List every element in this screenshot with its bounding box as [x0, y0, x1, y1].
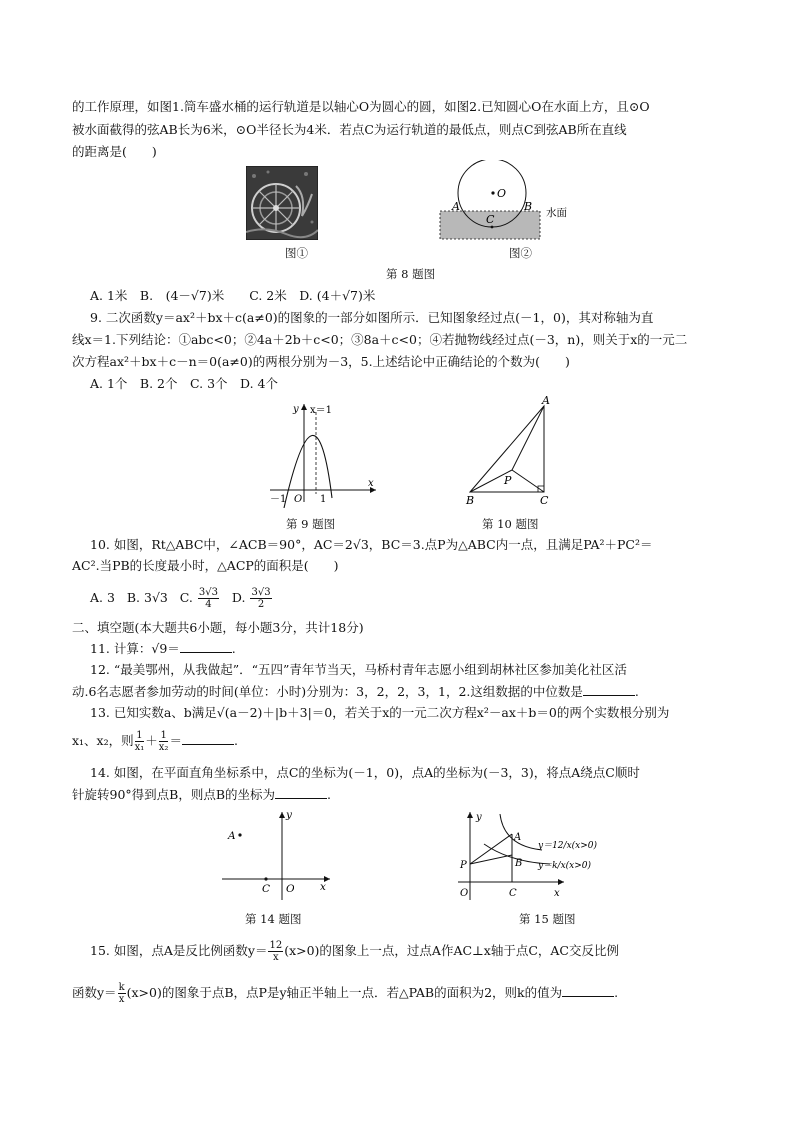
- q14-line-1: 14. 如图，在平面直角坐标系中，点C的坐标为(－1，0)，点A的坐标为(－3，3)，将点A绕点C顺时: [90, 765, 640, 780]
- q10-fig-label-p: P: [504, 474, 512, 487]
- fig2-circle-water-diagram: [432, 160, 582, 244]
- q14-fig-label-a: A: [228, 830, 236, 842]
- q10-line-2: AC².当PB的长度最小时，△ACP的面积是( ): [72, 558, 339, 573]
- q13-fraction-2: $\frac{1}{\text{x₂}}$: [158, 730, 169, 753]
- q13-line-1: 13. 已知实数a、b满足√(a－2)＋|b＋3|＝0，若关于x的一元二次方程x²－ax＋b＝0的两个实数根分别为: [90, 705, 670, 720]
- q15-fig-label-x: x: [554, 888, 560, 899]
- q10-options: [90, 584, 273, 612]
- q9-line-3: 次方程ax²＋bx＋c－n＝0(a≠0)的两根分别为－3，5.上述结论中正确结论的个数为( ): [72, 354, 570, 369]
- q8-line-3: 的距离是( ): [72, 144, 157, 159]
- q15-fig-label-p: P: [460, 860, 467, 871]
- q9-fig-x-label: x: [368, 478, 374, 489]
- q10-option-d-fraction: $\frac{3√3}{2}$: [251, 587, 271, 610]
- section-2-heading: 二、填空题(本大题共6小题，每小题3分，共计18分): [72, 620, 364, 635]
- fig1-caption: 图①: [285, 246, 308, 260]
- q9-line-1: 9. 二次函数y＝ax²＋bx＋c(a≠0)的图象的一部分如图所示．已知图象经过点(－1，0)，其对称轴为直: [90, 310, 654, 325]
- q9-fig-neg1-label: －1: [270, 494, 287, 505]
- q8-line-2: 被水面截得的弦AB长为6米，⊙O半径长为4米．若点C为运行轨道的最低点，则点C到弦AB所在直线: [72, 122, 627, 137]
- q12-line-2: 动.6名志愿者参加劳动的时间(单位：小时)分别为：3，2，2，3，1，2.这组数据的中位数是 .: [72, 684, 639, 699]
- q9-fig-one-label: 1: [320, 494, 327, 505]
- q10-option-c-label: C.: [179, 590, 193, 605]
- q15-hyperbola-figure: [454, 806, 604, 902]
- q10-fig-label-a: A: [542, 394, 550, 407]
- q11-line: 11. 计算：√9＝ .: [90, 641, 236, 656]
- q14-fig-label-y: y: [286, 809, 292, 821]
- q14-fig-label-o: O: [286, 883, 295, 895]
- q15-line-2: 函数y＝ $\frac{k}{x}$ (x>0)的图象于点B，点P是y轴正半轴上一点．若△PAB的面积为2，则k的值为 .: [72, 982, 619, 1005]
- q15-fig-label-a: A: [514, 832, 522, 843]
- q10-figure-title: 第 10 题图: [482, 517, 539, 531]
- q15-fig-curve2-label: y＝k/x(x>0): [538, 861, 592, 871]
- q8-figure-title: 第 8 题图: [386, 267, 436, 281]
- q15-fig-curve1-label: y＝12/x(x>0): [538, 841, 598, 851]
- q13-answer-blank[interactable]: [182, 732, 234, 745]
- q15-figure-title: 第 15 题图: [519, 912, 576, 926]
- q8-line-1: 的工作原理，如图1.筒车盛水桶的运行轨道是以轴心O为圆心的圆，如图2.已知圆心O在水面上方，且⊙O: [72, 99, 650, 114]
- q15-fraction-k-over-x: $\frac{k}{x}$: [118, 982, 125, 1005]
- fig2-label-o: O: [497, 187, 507, 200]
- q15-fig-label-c: C: [509, 888, 517, 899]
- fig2-label-a: A: [452, 200, 460, 213]
- q9-parabola-figure: [266, 398, 382, 508]
- q14-fig-label-x: x: [320, 881, 326, 893]
- q9-line-2: 线x＝1.下列结论：①abc<0；②4a＋2b＋c<0；③8a＋c<0；④若抛物线经过点(－3，n)，则关于x的一元二: [72, 332, 688, 347]
- q10-fig-label-b: B: [466, 494, 475, 507]
- q15-answer-blank[interactable]: [562, 984, 614, 997]
- q10-fig-label-c: C: [540, 494, 549, 507]
- q9-options: A. 1个 B. 2个 C. 3个 D. 4个: [90, 376, 279, 391]
- q14-line-2: 针旋转90°得到点B，则点B的坐标为 .: [72, 787, 332, 802]
- fig2-label-c: C: [486, 213, 495, 226]
- fig2-water-label: 水面: [546, 207, 567, 219]
- q10-option-b: B. 3√3: [126, 590, 168, 605]
- q15-line-1: 15. 如图，点A是反比例函数y＝ $\frac{12}{x}$ (x>0)的图象上一点，过点A作AC⊥x轴于点C，AC交反比例: [90, 940, 619, 963]
- q14-fig-label-c: C: [262, 883, 271, 895]
- q8-options: A. 1米 B. (4－√7)米 C. 2米 D. (4＋√7)米: [90, 288, 376, 303]
- q10-triangle-figure: [462, 394, 562, 508]
- q14-answer-blank[interactable]: [275, 786, 327, 799]
- q15-fig-label-o: O: [460, 888, 469, 899]
- q12-answer-blank[interactable]: [583, 683, 635, 696]
- q15-fig-label-y: y: [476, 812, 482, 823]
- q9-figure-title: 第 9 题图: [286, 517, 336, 531]
- q13-line-2: x₁、x₂，则 $\frac{1}{\text{x₁}}$ ＋ $\frac{1}{\text{x₂}}$ ＝ .: [72, 730, 238, 753]
- fig2-caption: 图②: [509, 246, 532, 260]
- q14-figure-title: 第 14 题图: [245, 912, 302, 926]
- water-wheel-photo: [246, 166, 318, 240]
- q9-fig-y-label: y: [293, 404, 299, 415]
- q10-line-1: 10. 如图，Rt△ABC中，∠ACB＝90°，AC＝2√3，BC＝3.点P为△ABC内一点，且满足PA²＋PC²＝: [90, 537, 653, 552]
- q15-fig-label-b: B: [515, 858, 523, 869]
- q15-fraction-12-over-x: $\frac{12}{x}$: [269, 940, 283, 963]
- q14-coordinate-figure: [220, 806, 340, 902]
- q11-answer-blank[interactable]: [180, 640, 232, 653]
- q9-fig-axis-label: x＝1: [310, 405, 333, 416]
- fig2-label-b: B: [524, 200, 533, 213]
- q10-option-d-label: D.: [231, 590, 246, 605]
- q13-fraction-1: $\frac{1}{\text{x₁}}$: [134, 730, 145, 753]
- q12-line-1: 12. “最美鄂州，从我做起”．“五四”青年节当天，马桥村青年志愿小组到胡林社区参加美化社区活: [90, 662, 627, 677]
- q9-fig-origin-label: O: [294, 494, 303, 505]
- q10-option-c-fraction: $\frac{3√3}{4}$: [198, 587, 218, 610]
- q10-option-a: A. 3: [90, 590, 115, 605]
